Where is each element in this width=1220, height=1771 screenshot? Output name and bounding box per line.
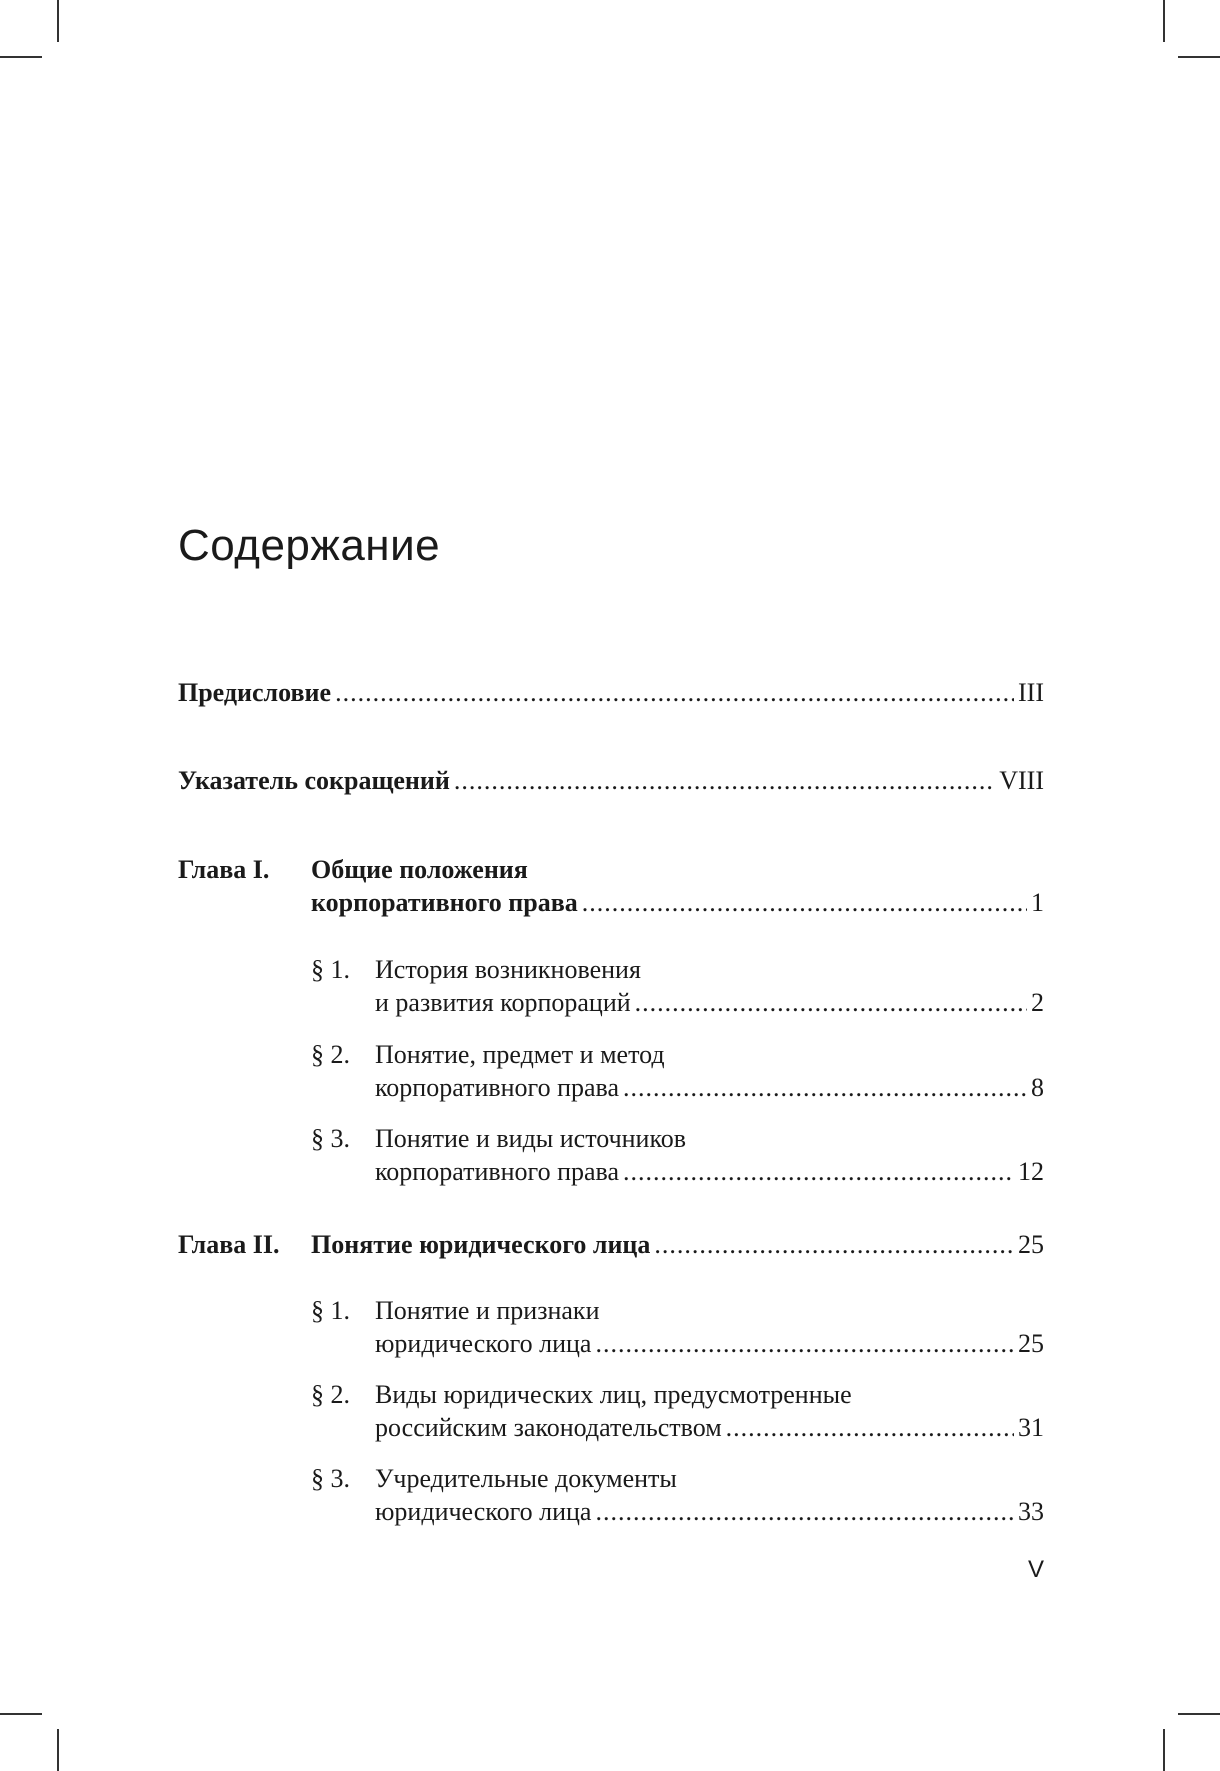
dot-leader	[335, 676, 1014, 709]
toc-page-number: 1	[1031, 888, 1044, 917]
crop-mark-bottom-right-vertical	[1163, 1729, 1165, 1771]
dot-leader	[454, 764, 995, 797]
crop-mark-bottom-left-horizontal	[0, 1713, 42, 1715]
toc-page-number: 12	[1018, 1157, 1044, 1186]
crop-mark-bottom-right-horizontal	[1178, 1713, 1220, 1715]
section-title-line: Понятие и виды источников	[375, 1124, 687, 1153]
section-title-line: История возникновения	[375, 955, 641, 984]
chapter-title-line: Общие положения	[311, 855, 528, 884]
toc-entry-preface[interactable]	[178, 676, 1044, 709]
crop-mark-top-right-vertical	[1163, 0, 1165, 42]
chapter-title-line: Понятие юридического лица	[311, 1230, 651, 1259]
toc-page-number: 8	[1031, 1073, 1044, 1102]
section-title-line: корпоративного права	[375, 1073, 620, 1102]
dot-leader	[595, 1495, 1014, 1528]
crop-mark-top-left-horizontal	[0, 56, 42, 58]
toc-entry-label: Предисловие	[178, 678, 332, 707]
toc-page-number: 2	[1031, 988, 1044, 1017]
dot-leader	[595, 1327, 1014, 1360]
section-label: § 1.	[311, 1296, 350, 1325]
crop-mark-bottom-left-vertical	[57, 1729, 59, 1771]
section-title-line: корпоративного права	[375, 1157, 620, 1186]
toc-page-number: VIII	[999, 766, 1044, 795]
dot-leader	[623, 1071, 1027, 1104]
toc-page-number: 25	[1018, 1230, 1044, 1259]
page-number: V	[1027, 1556, 1044, 1583]
dot-leader	[726, 1411, 1014, 1444]
chapter-label: Глава II.	[178, 1230, 280, 1259]
section-title-line: юридического лица	[375, 1329, 592, 1358]
toc-entry-abbreviations[interactable]	[178, 764, 1044, 797]
section-title-line: и развития корпораций	[375, 988, 631, 1017]
section-label: § 1.	[311, 955, 350, 984]
dot-leader	[654, 1228, 1014, 1261]
section-label: § 2.	[311, 1040, 350, 1069]
toc-page-number: 31	[1018, 1413, 1044, 1442]
section-label: § 2.	[311, 1380, 350, 1409]
section-title-line: Виды юридических лиц, предусмотренные	[375, 1380, 852, 1409]
section-title-line: Понятие и признаки	[375, 1296, 600, 1325]
toc-page-number: 25	[1018, 1329, 1044, 1358]
chapter-label: Глава I.	[178, 855, 270, 884]
section-title-line: российским законодательством	[375, 1413, 722, 1442]
section-title-line: Понятие, предмет и метод	[375, 1040, 665, 1069]
toc-page-number: 33	[1018, 1497, 1044, 1526]
page-title: Содержание	[178, 521, 441, 570]
crop-mark-top-left-vertical	[57, 0, 59, 42]
section-label: § 3.	[311, 1124, 350, 1153]
section-title-line: юридического лица	[375, 1497, 592, 1526]
dot-leader	[623, 1155, 1014, 1188]
crop-mark-top-right-horizontal	[1178, 56, 1220, 58]
section-label: § 3.	[311, 1464, 350, 1493]
dot-leader	[582, 886, 1027, 919]
dot-leader	[635, 986, 1027, 1019]
section-title-line: Учредительные документы	[375, 1464, 677, 1493]
toc-entry-label: Указатель сокращений	[178, 766, 450, 795]
toc-page-number: III	[1018, 678, 1044, 707]
chapter-title-line: корпоративного права	[311, 888, 578, 917]
